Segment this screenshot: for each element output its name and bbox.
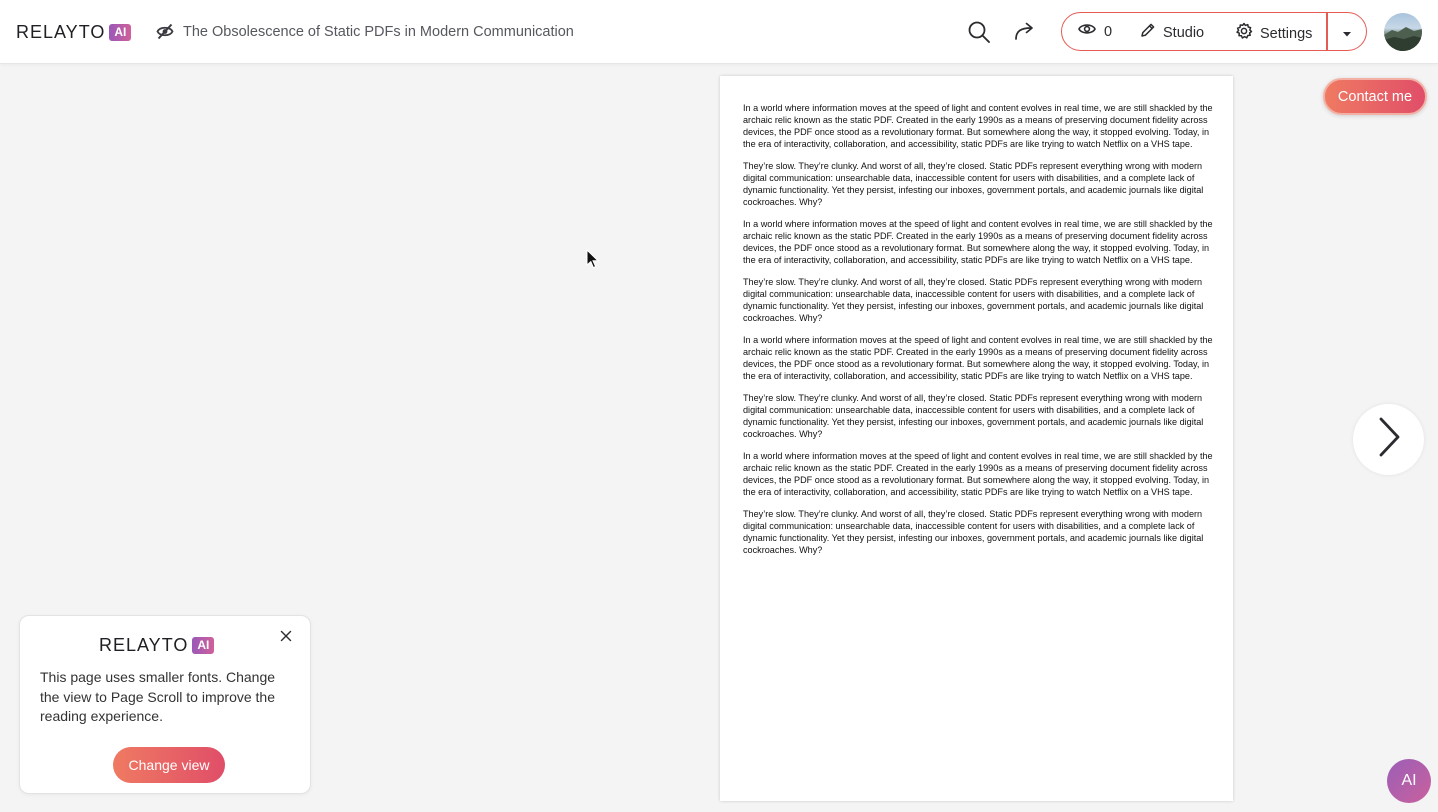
settings-button[interactable] bbox=[1235, 22, 1312, 45]
tip-logo bbox=[99, 635, 214, 655]
studio-label: Studio bbox=[1163, 24, 1205, 41]
eye-icon bbox=[1078, 22, 1096, 41]
document-page bbox=[720, 76, 1233, 801]
top-bar bbox=[0, 0, 1438, 64]
document-paragraph: In a world where information moves at the speed of light and content evolves in real time, we are still shackled by the archaic relic known as the static PDF. Created in the early 1990s as a means of preserving document fidelity across devices, the PDF once stood as a revolutionary format. But somewhere along the way, it stopped evolving. Today, in the era of interactivity, collaboration, and accessibility, static PDFs are like trying to watch Netflix on a VHS tape. bbox=[743, 335, 1213, 381]
logo-ai-badge: AI bbox=[109, 24, 131, 41]
chevron-right-icon bbox=[1374, 416, 1404, 463]
document-title: The Obsolescence of Static PDFs in Modern Communication bbox=[183, 24, 574, 40]
document-paragraph: They’re slow. They’re clunky. And worst of all, they’re closed. Static PDFs represent everything wrong with modern digital communication: unsearchable data, inaccessible content for users with disabilities, and a complete lack of dynamic functionality. Yet they persist, infesting our inboxes, government portals, and academic journals like digital cockroaches. Why? bbox=[743, 277, 1204, 323]
document-paragraph: In a world where information moves at the speed of light and content evolves in real time, we are still shackled by the archaic relic known as the static PDF. Created in the early 1990s as a means of preserving document fidelity across devices, the PDF once stood as a revolutionary format. But somewhere along the way, it stopped evolving. Today, in the era of interactivity, collaboration, and accessibility, static PDFs are like trying to watch Netflix on a VHS tape. bbox=[743, 219, 1213, 265]
pill-divider bbox=[1326, 12, 1328, 50]
document-paragraph: They’re slow. They’re clunky. And worst of all, they’re closed. Static PDFs represent everything wrong with modern digital communication: unsearchable data, inaccessible content for users with disabilities, and a complete lack of dynamic functionality. Yet they persist, infesting our inboxes, government portals, and academic journals like digital cockroaches. Why? bbox=[743, 161, 1204, 207]
tip-logo-ai-badge: AI bbox=[192, 637, 214, 654]
mouse-cursor-icon bbox=[586, 249, 599, 274]
search-icon[interactable] bbox=[967, 20, 991, 49]
document-body bbox=[743, 102, 1213, 566]
studio-button[interactable] bbox=[1140, 22, 1204, 43]
relayto-logo[interactable] bbox=[16, 22, 131, 42]
document-paragraph: In a world where information moves at the speed of light and content evolves in real time, we are still shackled by the archaic relic known as the static PDF. Created in the early 1990s as a means of preserving document fidelity across devices, the PDF once stood as a revolutionary format. But somewhere along the way, it stopped evolving. Today, in the era of interactivity, collaboration, and accessibility, static PDFs are like trying to watch Netflix on a VHS tape. bbox=[743, 451, 1213, 497]
document-controls bbox=[1061, 12, 1367, 51]
user-avatar[interactable] bbox=[1384, 13, 1422, 51]
tip-logo-wordmark: RELAYTO bbox=[99, 635, 189, 655]
document-paragraph: In a world where information moves at the speed of light and content evolves in real time, we are still shackled by the archaic relic known as the static PDF. Created in the early 1990s as a means of preserving document fidelity across devices, the PDF once stood as a revolutionary format. But somewhere along the way, it stopped evolving. Today, in the era of interactivity, collaboration, and accessibility, static PDFs are like trying to watch Netflix on a VHS tape. bbox=[743, 103, 1213, 149]
logo-wordmark: RELAYTO bbox=[16, 22, 106, 42]
views-counter[interactable] bbox=[1078, 22, 1112, 41]
view-count: 0 bbox=[1104, 23, 1113, 40]
pencil-icon bbox=[1140, 22, 1156, 43]
contact-me-button[interactable]: Contact me bbox=[1323, 78, 1427, 115]
gear-icon bbox=[1235, 22, 1253, 45]
tip-message: This page uses smaller fonts. Change the view to Page Scroll to improve the reading experience. bbox=[40, 669, 276, 724]
close-icon[interactable] bbox=[280, 629, 292, 647]
ai-assistant-button[interactable]: AI bbox=[1387, 759, 1431, 803]
settings-label: Settings bbox=[1260, 25, 1313, 42]
next-page-button[interactable] bbox=[1353, 404, 1424, 475]
share-icon[interactable] bbox=[1014, 21, 1036, 46]
document-paragraph: They’re slow. They’re clunky. And worst of all, they’re closed. Static PDFs represent everything wrong with modern digital communication: unsearchable data, inaccessible content for users with disabilities, and a complete lack of dynamic functionality. Yet they persist, infesting our inboxes, government portals, and academic journals like digital cockroaches. Why? bbox=[743, 393, 1204, 439]
change-view-button[interactable]: Change view bbox=[113, 747, 225, 783]
chevron-down-icon[interactable] bbox=[1342, 26, 1352, 44]
eye-off-icon[interactable] bbox=[156, 23, 174, 45]
font-tip-card bbox=[19, 615, 311, 794]
document-paragraph: They’re slow. They’re clunky. And worst of all, they’re closed. Static PDFs represent everything wrong with modern digital communication: unsearchable data, inaccessible content for users with disabilities, and a complete lack of dynamic functionality. Yet they persist, infesting our inboxes, government portals, and academic journals like digital cockroaches. Why? bbox=[743, 509, 1204, 555]
